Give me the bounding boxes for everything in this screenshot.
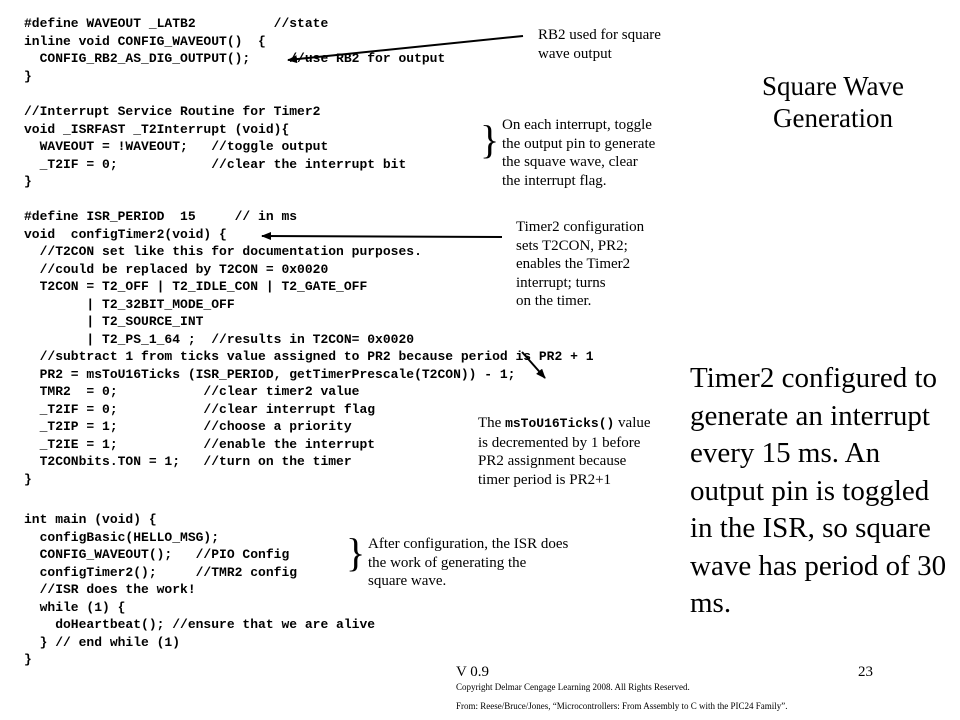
code-line: //subtract 1 from ticks value assigned to PR2 because period is PR2 + 1	[24, 349, 594, 364]
arrow-rb2	[288, 36, 523, 60]
note-line: the interrupt flag.	[502, 172, 607, 189]
note-line: RB2 used for square	[538, 27, 661, 43]
note-line: sets T2CON, PR2;	[516, 237, 628, 254]
code-line: void configTimer2(void) {	[24, 226, 227, 242]
code-line: //could be replaced by T2CON = 0x0020	[24, 261, 329, 277]
slide-title: Square Wave Generation	[761, 71, 905, 133]
note-line: square wave.	[368, 573, 447, 589]
note-line: timer period is PR2+1	[478, 471, 612, 488]
function-name: msToU16Ticks()	[505, 416, 615, 431]
note-line: Timer2 configuration	[516, 219, 645, 235]
code-line: _T2IP = 1; //choose a priority	[24, 419, 352, 434]
code-line: _T2IF = 0; //clear interrupt flag	[24, 401, 376, 417]
note-line: enables the Timer2	[516, 256, 631, 272]
note-line: the work of generating the	[368, 554, 527, 571]
note-line: is decremented by 1 before	[478, 434, 641, 451]
note-main	[368, 535, 568, 591]
code-line: _T2IF = 0; //clear the interrupt bit	[24, 156, 407, 172]
code-line: }	[24, 471, 32, 487]
code-line: while (1) {	[24, 599, 126, 615]
code-line: //T2CON set like this for documentation purposes.	[24, 244, 422, 259]
note-line: After configuration, the ISR does	[368, 536, 569, 552]
code-line: T2CON = T2_OFF | T2_IDLE_CON | T2_GATE_OFF	[24, 279, 368, 294]
note-line: on the timer.	[516, 293, 592, 309]
note-line: PR2 assignment because	[478, 453, 627, 469]
code-line: WAVEOUT = !WAVEOUT; //toggle output	[24, 139, 329, 154]
code-line: T2CONbits.TON = 1; //turn on the timer	[24, 454, 352, 469]
code-line: } // end while (1)	[24, 634, 181, 650]
code-line: }	[24, 68, 32, 84]
code-line: void _ISRFAST _T2Interrupt (void){	[24, 121, 290, 137]
code-line: }	[24, 174, 32, 189]
note-isr	[502, 116, 655, 190]
note-line: interrupt; turns	[516, 274, 606, 291]
code-line: PR2 = msToU16Ticks (ISR_PERIOD, getTimerPrescale(T2CON)) - 1;	[24, 366, 516, 382]
note-line: wave output	[538, 45, 612, 62]
code-line: _T2IE = 1; //enable the interrupt	[24, 436, 376, 452]
code-line: //ISR does the work!	[24, 582, 196, 597]
code-line: configTimer2(); //TMR2 config	[24, 564, 298, 580]
note-rb2	[538, 26, 661, 63]
source-citation: From: Reese/Bruce/Jones, “Microcontrollers: From Assembly to C with the PIC24 Family”.	[456, 701, 788, 711]
note-line: On each interrupt, toggle	[502, 117, 652, 133]
note-ticks	[478, 414, 651, 489]
brace-isr: }	[480, 117, 500, 162]
note-line: the output pin to generate	[502, 135, 656, 152]
arrow-timer2	[262, 236, 502, 237]
page-number: 23	[858, 664, 873, 680]
version-label: V 0.9	[456, 664, 490, 680]
code-line: | T2_PS_1_64 ; //results in T2CON= 0x0020	[24, 331, 415, 347]
code-line: }	[24, 652, 32, 667]
note-timer2-config	[516, 218, 644, 311]
code-line: #define WAVEOUT _LATB2 //state	[24, 16, 329, 31]
brace-main: }	[346, 530, 366, 575]
note-line: the squave wave, clear	[502, 154, 638, 170]
code-line: | T2_32BIT_MODE_OFF	[24, 296, 235, 312]
code-line: #define ISR_PERIOD 15 // in ms	[24, 209, 298, 224]
code-line: CONFIG_RB2_AS_DIG_OUTPUT(); //use RB2 for output	[24, 51, 446, 66]
code-line: doHeartbeat(); //ensure that we are alive	[24, 617, 376, 632]
code-line: TMR2 = 0; //clear timer2 value	[24, 384, 360, 399]
note-line: The msToU16Ticks() value	[478, 415, 651, 431]
slide-summary: Timer2 configured to generate an interrupt every 15 ms. An output pin is toggled in the ISR, so square wave has period of 30 ms.	[690, 362, 947, 619]
code-line: configBasic(HELLO_MSG);	[24, 529, 220, 545]
code-line: inline void CONFIG_WAVEOUT() {	[24, 33, 266, 49]
arrow-ticks	[522, 352, 545, 378]
code-line: int main (void) {	[24, 512, 157, 527]
code-line: CONFIG_WAVEOUT(); //PIO Config	[24, 547, 290, 562]
code-line: | T2_SOURCE_INT	[24, 314, 204, 329]
copyright-text: Copyright Delmar Cengage Learning 2008. All Rights Reserved.	[456, 682, 690, 692]
code-line: //Interrupt Service Routine for Timer2	[24, 104, 321, 119]
